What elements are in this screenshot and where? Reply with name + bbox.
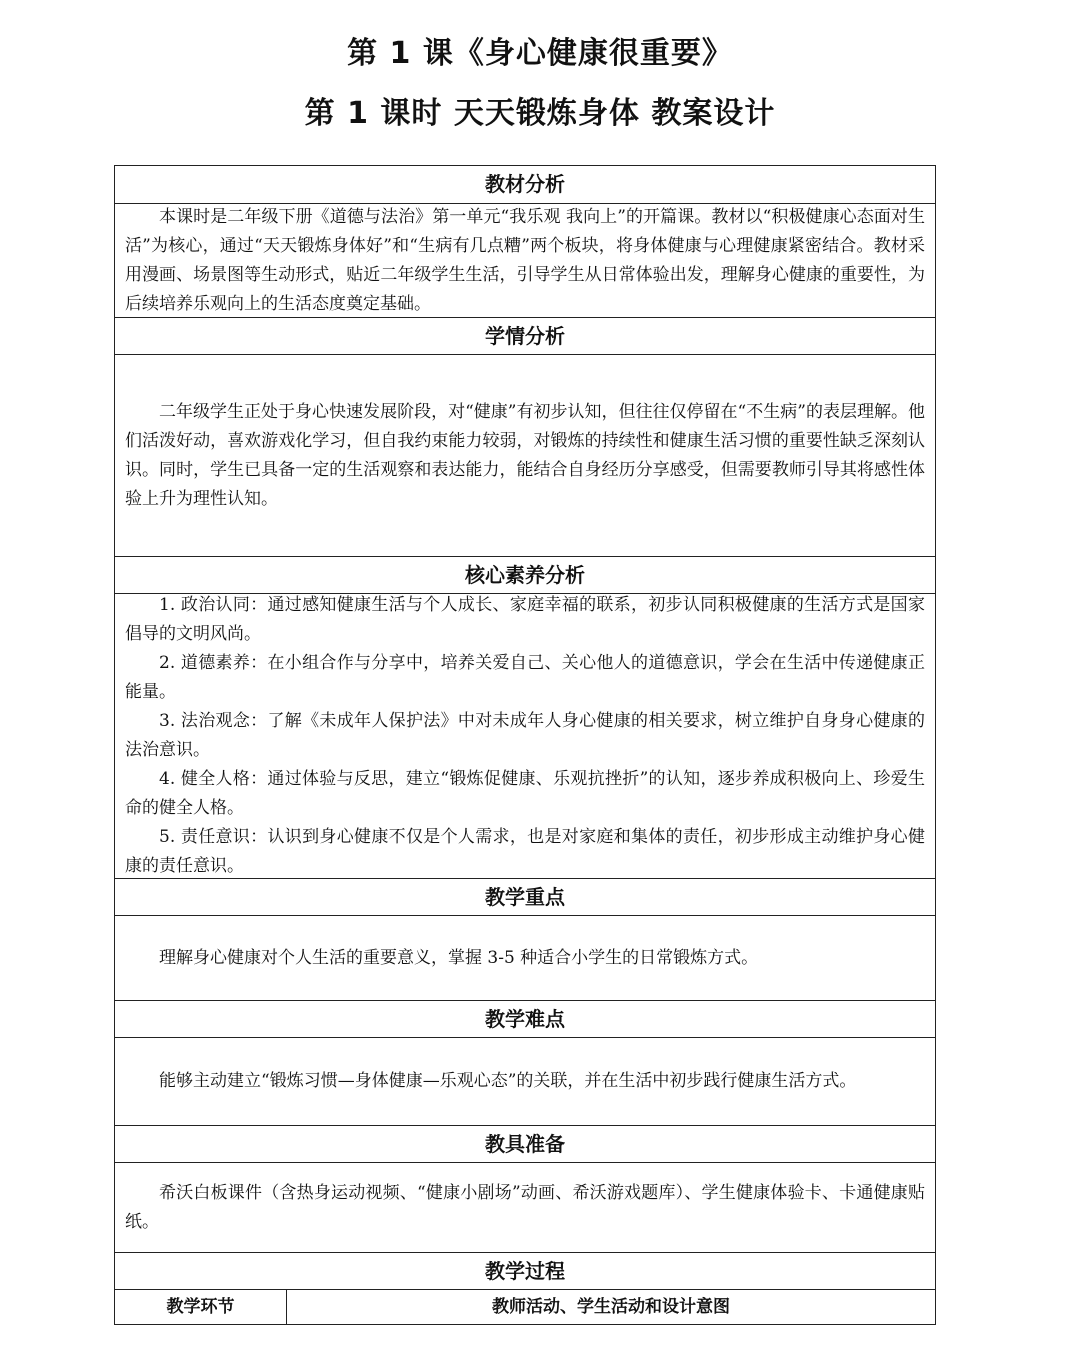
textbook-analysis-header: 教材分析 (485, 172, 565, 196)
core-literacy-item: 4. 健全人格：通过体验与反思，建立“锻炼促健康、乐观抗挫折”的认知，逐步养成积极向上、珍爱生命的健全人格。 (125, 769, 925, 818)
student-analysis-text: 二年级学生正处于身心快速发展阶段，对“健康”有初步认知，但往往仅停留在“不生病”的表层理解。他们活泼好动，喜欢游戏化学习，但自我约束能力较弱，对锻炼的持续性和健康生活习惯的重要性缺乏深刻认识。同时，学生已具备一定的生活观察和表达能力，能结合自身经历分享感受，但需要教师引导其将感性体验上升为理性认知。 (125, 401, 925, 509)
key-point-cell (115, 915, 935, 1000)
student-analysis-cell (115, 354, 935, 556)
process-col-stage: 教学环节 (115, 1290, 287, 1324)
difficulty-text: 能够主动建立“锻炼习惯—身体健康—乐观心态”的关联，并在生活中初步践行健康生活方式。 (159, 1071, 857, 1091)
core-literacy-item: 1. 政治认同：通过感知健康生活与个人成长、家庭幸福的联系，初步认同积极健康的生活方式是国家倡导的文明风尚。 (125, 595, 925, 644)
lesson-plan-table (114, 165, 936, 1325)
process-header: 教学过程 (115, 1252, 935, 1289)
core-literacy-item: 5. 责任意识：认识到身心健康不仅是个人需求，也是对家庭和集体的责任，初步形成主动维护身心健康的责任意识。 (125, 827, 925, 876)
core-literacy-cell (115, 593, 935, 878)
lesson-title: 第 1 课《身心健康很重要》 (347, 36, 733, 71)
student-analysis-header: 学情分析 (115, 317, 935, 354)
difficulty-header: 教学难点 (115, 1000, 935, 1037)
key-point-header: 教学重点 (115, 878, 935, 915)
lesson-subtitle: 第 1 课时 天天锻炼身体 教案设计 (304, 96, 776, 131)
process-column-headers (115, 1289, 935, 1324)
materials-header: 教具准备 (115, 1125, 935, 1162)
core-literacy-header: 核心素养分析 (115, 556, 935, 593)
process-col-activities: 教师活动、学生活动和设计意图 (492, 1297, 730, 1317)
materials-text: 希沃白板课件（含热身运动视频、“健康小剧场”动画、希沃游戏题库）、学生健康体验卡、卡通健康贴纸。 (125, 1182, 925, 1232)
core-literacy-item: 2. 道德素养：在小组合作与分享中，培养关爱自己、关心他人的道德意识，学会在生活中传递健康正能量。 (125, 653, 925, 702)
key-point-text: 理解身心健康对个人生活的重要意义，掌握 3-5 种适合小学生的日常锻炼方式。 (159, 947, 759, 968)
difficulty-cell (115, 1037, 935, 1125)
textbook-analysis-text: 本课时是二年级下册《道德与法治》第一单元“我乐观 我向上”的开篇课。教材以“积极健康心态面对生活”为核心，通过“天天锻炼身体好”和“生病有几点糟”两个板块，将身体健康与心理健康紧密结合。教材采用漫画、场景图等生动形式，贴近二年级学生生活，引导学生从日常体验出发，理解身心健康的重要性，为后续培养乐观向上的生活态度奠定基础。 (125, 206, 925, 314)
materials-cell (115, 1162, 935, 1252)
core-literacy-item: 3. 法治观念：了解《未成年人保护法》中对未成年人身心健康的相关要求，树立维护自身身心健康的法治意识。 (125, 711, 925, 760)
textbook-analysis-cell (115, 203, 935, 317)
